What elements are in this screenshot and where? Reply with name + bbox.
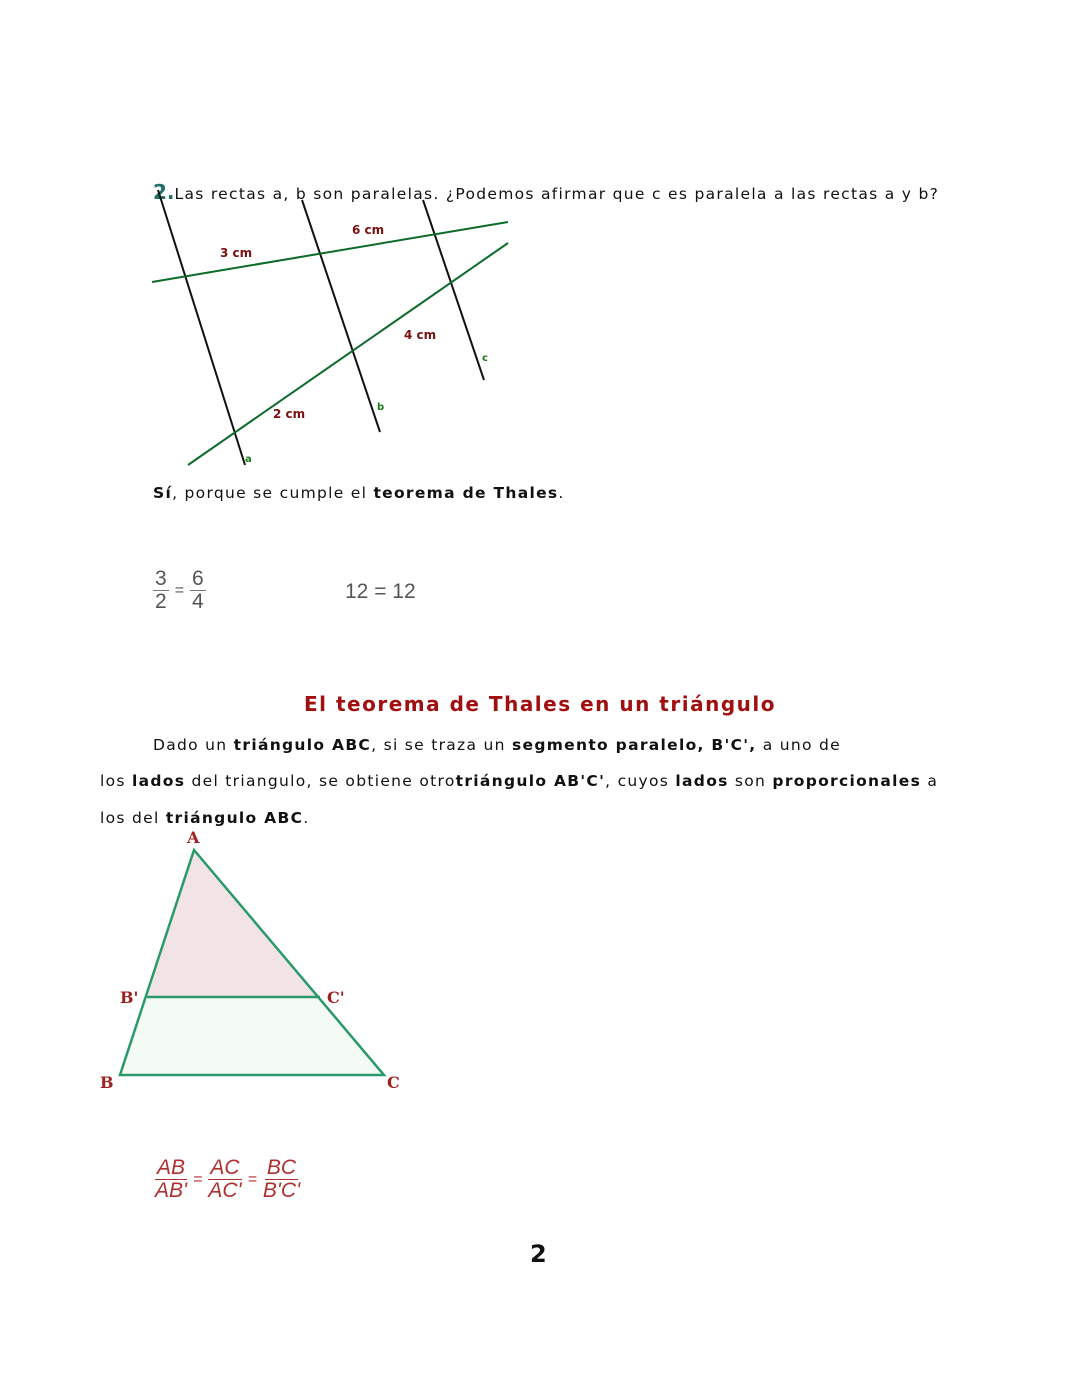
den-ac1: AC' (208, 1179, 242, 1202)
text: , cuyos (605, 772, 676, 790)
answer-theorem: teorema de Thales (373, 484, 559, 502)
answer-yes: Sí (153, 484, 173, 502)
den-b1c1: B'C' (262, 1179, 301, 1202)
thales-lines-diagram (152, 190, 508, 465)
transversal-top (152, 222, 508, 282)
text: , si se traza un (371, 736, 512, 754)
den-ab1: AB' (155, 1179, 188, 1202)
transversal-bottom (188, 243, 508, 465)
page-number: 2 (530, 1240, 547, 1268)
triangle-diagram (100, 828, 400, 1092)
text-bold: triángulo AB'C' (455, 772, 606, 790)
text: del triangulo, se obtiene otro (185, 772, 456, 790)
text: . (303, 809, 310, 827)
lower-trapezoid (120, 997, 384, 1075)
label-3cm: 3 cm (220, 246, 253, 260)
text: los del (100, 809, 166, 827)
line-a (158, 190, 245, 465)
vertex-c: C (387, 1073, 400, 1092)
text-bold: lados (132, 772, 186, 790)
text: son (728, 772, 773, 790)
exercise-number: 2. (153, 180, 175, 204)
label-6cm: 6 cm (352, 223, 385, 237)
label-c: c (482, 353, 488, 364)
num-ab: AB (157, 1156, 186, 1179)
text-bold: segmento paralelo, B'C', (512, 736, 757, 754)
label-b: b (377, 402, 385, 413)
equals: = (193, 1170, 203, 1188)
paragraph-line-3 (100, 809, 309, 827)
text-bold: triángulo ABC (233, 736, 372, 754)
text-bold: proporcionales (772, 772, 922, 790)
equals: = (247, 1170, 257, 1188)
paragraph-line-2 (100, 772, 938, 790)
num-ac: AC (210, 1156, 240, 1179)
text: a (921, 772, 939, 790)
text: Dado un (153, 736, 234, 754)
answer-end: . (558, 484, 565, 502)
equals: = (174, 581, 185, 599)
vertex-b1: B' (120, 988, 139, 1007)
num-bc: BC (266, 1156, 297, 1179)
den-2: 4 (192, 590, 204, 613)
text: a uno de (756, 736, 841, 754)
cross-product-check: 12 = 12 (345, 580, 416, 603)
num-2: 6 (192, 567, 204, 590)
vertex-c1: C' (327, 988, 345, 1007)
answer (153, 484, 565, 502)
question-text: Las rectas a, b son paralelas. ¿Podemos afirmar que c es paralela a las rectas a y b? (174, 185, 940, 203)
label-2cm: 2 cm (273, 407, 306, 421)
answer-text: , porque se cumple el (172, 484, 374, 502)
num-1: 3 (155, 567, 167, 590)
den-1: 2 (155, 590, 167, 613)
thales-formula (155, 1157, 300, 1202)
vertex-a: A (187, 828, 200, 847)
label-4cm: 4 cm (404, 328, 437, 342)
text-bold: triángulo ABC (165, 809, 304, 827)
proportion-equation (153, 568, 206, 613)
upper-triangle (147, 850, 320, 997)
text: los (100, 772, 132, 790)
text-bold: lados (675, 772, 729, 790)
label-a: a (245, 454, 252, 465)
section-title: El teorema de Thales en un triángulo (304, 692, 776, 716)
paragraph-line-1 (153, 736, 841, 754)
vertex-b: B (100, 1073, 114, 1092)
